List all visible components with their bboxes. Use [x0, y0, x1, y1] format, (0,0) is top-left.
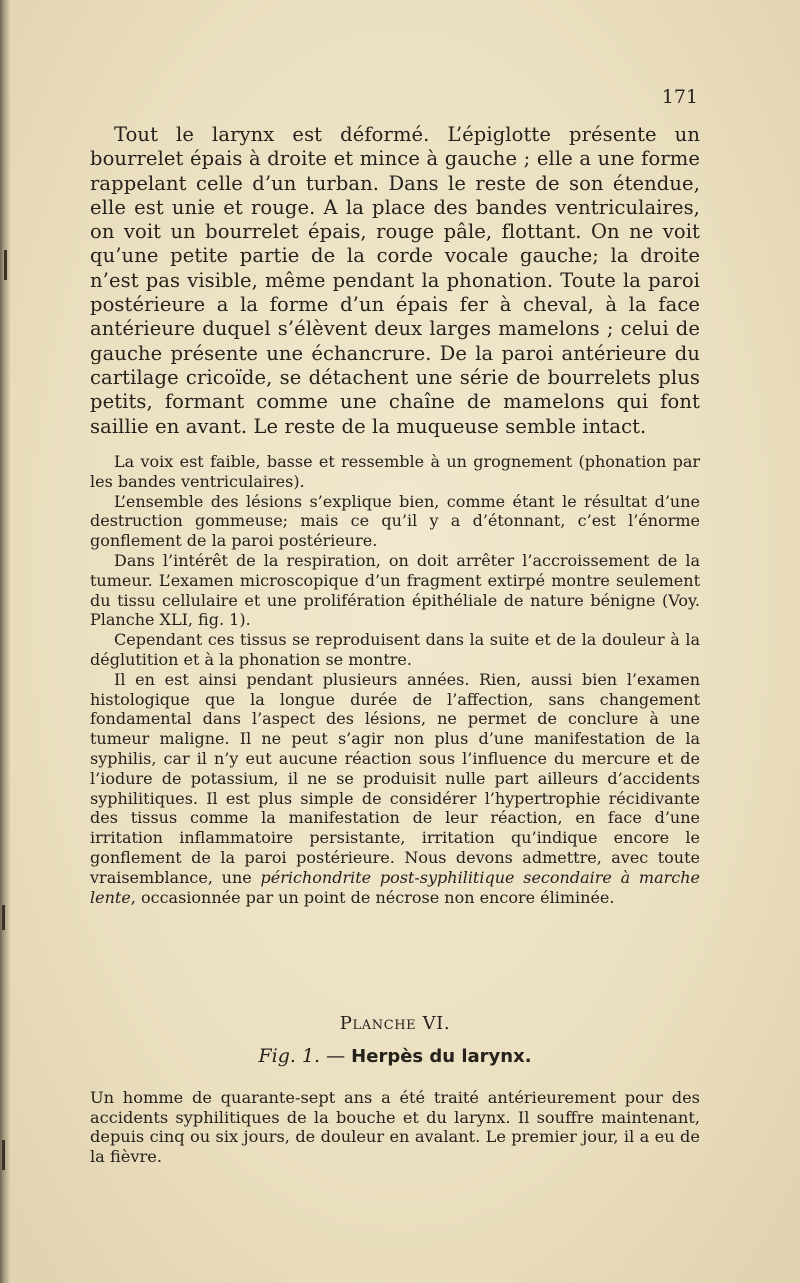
figure-heading: [90, 1045, 700, 1067]
paragraph: La voix est faible, basse et ressemble à un grognement (phonation par les bandes ventriculaires).: [90, 452, 700, 491]
paragraph: Tout le larynx est déformé. L’épiglotte présente un bourrelet épais à droite et mince à gauche ; elle a une forme rappelant celle d’un turban. Dans le reste de son étendue, elle est unie et rouge. A la place des bandes ventriculaires, on voit un bourrelet épais, rouge pâle, flottant. On ne voit qu’une petite partie de la corde vocale gauche; la droite n’est pas visible, même pendant la phonation. Toute la paroi postérieure a la forme d’un épais fer à cheval, à la face antérieure duquel s’élèvent deux larges mamelons ; celui de gauche présente une échancrure. De la paroi antérieure du cartilage cricoïde, se détachent une série de bourrelets plus petits, formant comme une chaîne de mamelons qui font saillie en avant. Le reste de la muqueuse semble intact.: [90, 123, 700, 438]
text-run: , occasionnée par un point de nécrose non encore éliminée.: [130, 887, 615, 907]
paragraph: Cependant ces tissus se reproduisent dans la suite et de la douleur à la déglutition et à la phonation se montre.: [90, 630, 700, 669]
edge-mark: [2, 1140, 5, 1170]
edge-mark: [4, 250, 7, 280]
paragraph: Dans l’intérêt de la respiration, on doit arrêter l’accroissement de la tumeur. L’examen microscopique d’un fragment extirpé montre seulement du tissu cellulaire et une prolifération épithéliale de nature bénigne (Voy. Planche XLI, fig. 1).: [90, 550, 700, 630]
small-text-block: [90, 452, 700, 907]
text-run: Il en est ainsi pendant plusieurs années. Rien, aussi bien l’examen histologique que la longue durée de l’affection, sans changement fondamental dans l’aspect des lésions, ne permet de conclure à une tumeur maligne. Il ne peut s’agir non plus d’une manifestation de la syphilis, car il n’y eut aucune réaction sous l’influence du mercure et de l’iodure de potassium, il ne se produisit nulle part ailleurs d’accidents syphilitiques. Il est plus simple de considérer l’hypertrophie récidivante des tissus comme la manifestation de leur réaction, en face d’une irritation inflammatoire persistante, irritation qu’indique encore le gonflement de la paroi postérieure. Nous devons admettre, avec toute vraisemblance, une: [90, 669, 700, 887]
main-text-block: [90, 123, 700, 439]
edge-mark: [2, 905, 5, 930]
figure-name: Herpès du larynx.: [351, 1046, 532, 1067]
paragraph: [90, 670, 700, 908]
section-heading: Planche VI.: [339, 1013, 451, 1034]
paragraph: Un homme de quarante-sept ans a été traité antérieurement pour des accidents syphilitiques de la bouche et du larynx. Il souffre maintenant, depuis cinq ou six jours, de douleur en avalant. Le premier jour, il a eu de la fièvre.: [90, 1088, 700, 1166]
page-number: 171: [661, 86, 698, 108]
figure-dash: —: [320, 1045, 352, 1067]
final-text-block: [90, 1088, 700, 1166]
italic-diagnosis: périchondrite post-syphilitique secondaire à marche lente: [90, 867, 700, 907]
figure-label: Fig. 1.: [258, 1045, 321, 1067]
paragraph: L’ensemble des lésions s’explique bien, comme étant le résultat d’une destruction gommeuse; mais ce qu’il y a d’étonnant, c’est l’énorme gonflement de la paroi postérieure.: [90, 491, 700, 551]
page-spine-shadow: [0, 0, 10, 1283]
